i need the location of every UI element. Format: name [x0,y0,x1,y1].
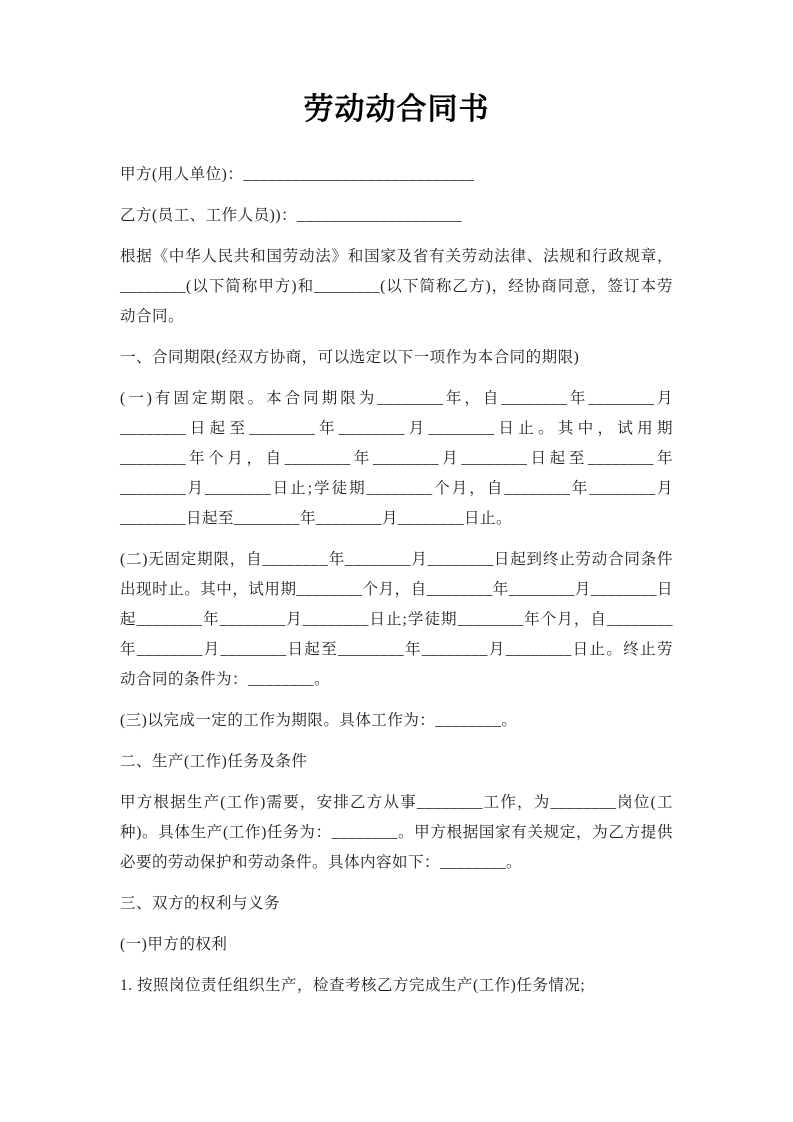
party-a-line: 甲方(用人单位)：____________________________ [120,166,475,183]
section-3-heading: 三、双方的权利与义务 [120,895,281,912]
section-3-subheading: (一)甲方的权利 [120,936,228,953]
section-3-item-1: 1. 按照岗位责任组织生产，检查考核乙方完成生产(工作)任务情况; [120,977,586,994]
document-title: 劳动动合同书 [303,93,490,126]
party-b-line: 乙方(员工、工作人员))：____________________ [120,207,462,224]
section-2-heading: 二、生产(工作)任务及条件 [120,753,308,770]
document-body [120,160,673,1001]
clause-1-1: (一)有固定期限。本合同期限为________年，自________年________月________日起至________年________月________日止。其中，试用期________年个月，自________年________月________日起至________年________月________日止;学徒期________个月，自________年________月________日起至________年________月________日止。 [120,390,673,527]
section-1-heading: 一、合同期限(经双方协商，可以选定以下一项作为本合同的期限) [120,349,580,366]
preamble-paragraph: 根据《中华人民共和国劳动法》和国家及省有关劳动法律、法规和行政规章，________(以下简称甲方)和________(以下简称乙方)，经协商同意，签订本劳动合同。 [120,248,673,325]
clause-1-3: (三)以完成一定的工作为期限。具体工作为：________。 [120,712,518,729]
clause-1-2: (二)无固定期限，自________年________月________日起到终止劳动合同条件出现时止。其中，试用期________个月，自________年________月________日起________年________月________日止;学徒期________年个月，自________年________月________日起至________年________月________日止。终止劳动合同的条件为：________。 [120,551,673,688]
section-2-body: 甲方根据生产(工作)需要，安排乙方从事________工作，为________岗位(工种)。具体生产(工作)任务为：________。甲方根据国家有关规定，为乙方提供必要的劳动保护和劳动条件。具体内容如下：________。 [120,794,673,871]
